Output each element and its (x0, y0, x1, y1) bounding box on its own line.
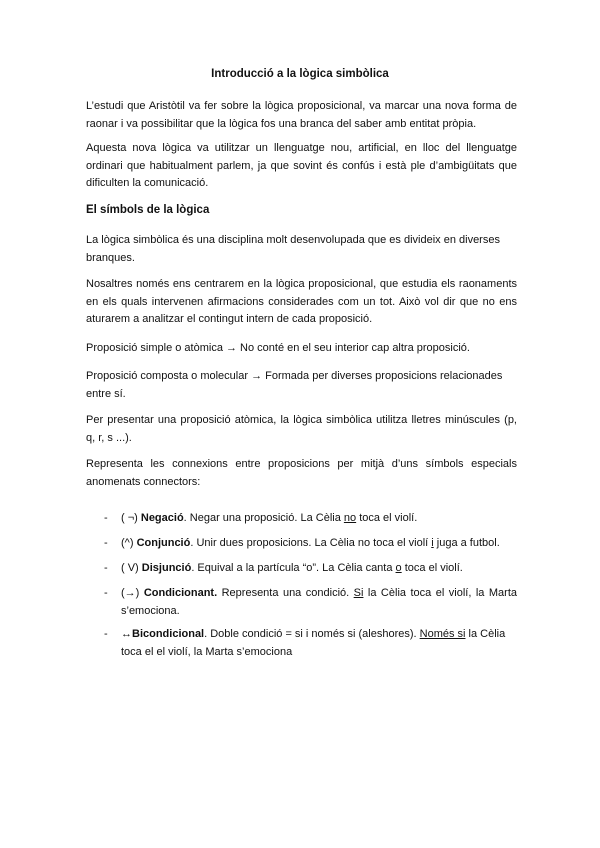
body-paragraph-5: Per presentar una proposició atòmica, la lògica simbòlica utilitza lletres minúscules (p, q, r, s ...). (86, 414, 517, 444)
connector-example-word: no (343, 512, 357, 524)
connector-desc-before: . Negar una proposició. La Cèlia (183, 512, 344, 524)
connector-desc-before: . Doble condició = si i només si (aleshores). (204, 628, 420, 640)
list-dash: - (104, 512, 108, 524)
list-dash: - (104, 587, 108, 599)
connector-name: Disjunció (141, 562, 192, 574)
body-paragraph-6: Representa les connexions entre proposicions per mitjà d’uns símbols especials anomenats connectors: (86, 458, 517, 488)
document-title: Introducció a la lògica simbòlica (211, 68, 389, 80)
list-item-text (121, 626, 517, 661)
intro-paragraph-2: Aquesta nova lògica va utilitzar un llenguatge nou, artificial, en lloc del llenguatge ordinari que habitualment parlem, ja que sovint és confús i està ple d’ambigüitats que dificulten la comunicació. (86, 142, 517, 189)
body-paragraph-2: Nosaltres només ens centrarem en la lògica proposicional, que estudia els raonaments en els quals intervenen afirmacions considerades com un tot. Això vol dir que no ens aturarem a analitzar el contingut intern de cada proposició. (86, 278, 517, 325)
list-dash: - (104, 537, 108, 549)
list-item-text (121, 585, 517, 620)
list-dash: - (104, 628, 108, 640)
connector-desc-after: juga a futbol. (433, 537, 500, 549)
connector-desc-after: la Cèlia toca el violí, la Marta s’emociona. (121, 587, 517, 617)
connector-desc-after: toca el violí. (356, 512, 418, 524)
section-heading: El símbols de la lògica (86, 204, 210, 216)
connector-symbol: (→) (121, 587, 140, 599)
list-item-text (121, 510, 517, 528)
body-paragraph-1: La lògica simbòlica és una disciplina molt desenvolupada que es divideix en diverses branques. (86, 234, 500, 264)
intro-paragraph-1: L’estudi que Aristòtil va fer sobre la lògica proposicional, va marcar una nova forma de raonar i va possibilitar que la lògica fos una branca del saber amb entitat pròpia. (86, 100, 517, 130)
body-paragraph-3: Proposició simple o atòmica → No conté en el seu interior cap altra proposició. (86, 342, 470, 354)
connector-symbol: (^) (121, 537, 134, 549)
list-item-text (121, 560, 517, 578)
list-dash: - (104, 562, 108, 574)
connector-name: Condicionant. (143, 587, 218, 599)
connector-name: Bicondicional (132, 628, 205, 640)
connector-symbol: ( V) (121, 562, 139, 574)
list-item-text (121, 535, 517, 553)
connector-name: Negació (140, 512, 184, 524)
connector-desc-before: . Equival a la partícula “o”. La Cèlia canta (191, 562, 396, 574)
connector-desc-before: . Unir dues proposicions. La Cèlia no toca el violí (190, 537, 432, 549)
connector-example-word: Si (353, 587, 364, 599)
connector-desc-after: la Cèlia toca el el violí, la Marta s’emociona (121, 628, 506, 658)
connector-symbol: ↔ (121, 628, 132, 640)
connector-symbol: ( ¬) (121, 512, 138, 524)
body-paragraph-4: Proposició composta o molecular → Formada per diverses proposicions relacionades entre sí. (86, 370, 503, 400)
connector-example-word: Només si (419, 628, 466, 640)
connector-example-word: o (395, 562, 402, 574)
connector-desc-after: toca el violí. (401, 562, 463, 574)
connector-name: Conjunció (136, 537, 191, 549)
connector-example-word: i (431, 537, 434, 549)
connector-desc-before: Representa una condició. (217, 587, 354, 599)
